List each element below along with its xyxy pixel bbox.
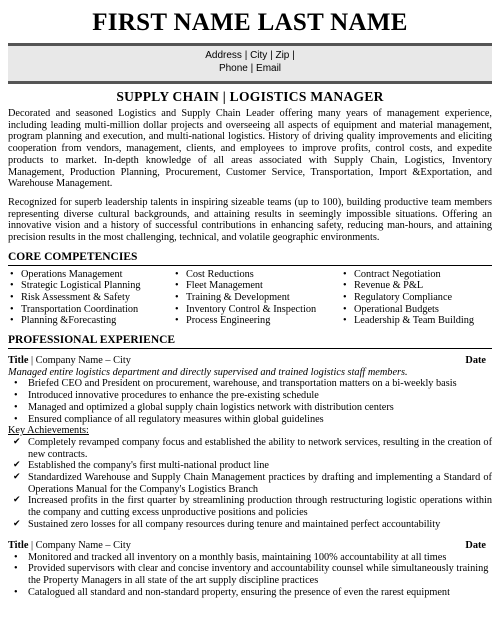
section-title-experience: PROFESSIONAL EXPERIENCE <box>8 334 492 349</box>
achievement-text: Standardized Warehouse and Supply Chain Management practices by drafting and implementing a Standard of Operations Manual for the Company's Logistics Branch <box>28 472 492 495</box>
resume-headline: SUPPLY CHAIN | LOGISTICS MANAGER <box>116 89 384 104</box>
achievement-item <box>8 437 492 460</box>
achievement-text: Established the company's first multi-national product line <box>28 460 269 472</box>
competency-column <box>173 269 341 327</box>
competency-item: • Planning &Forecasting <box>8 315 173 327</box>
job-header <box>8 540 492 552</box>
job-entry <box>8 540 492 599</box>
competency-item: • Operations Management <box>8 269 173 281</box>
section-title-competencies: CORE COMPETENCIES <box>8 251 492 266</box>
competency-column <box>8 269 173 327</box>
competency-item: • Operational Budgets <box>341 304 491 316</box>
job-title-line <box>8 355 131 367</box>
job-date: Date <box>465 354 486 366</box>
duty-item: • Introduced innovative procedures to enhance the pre-existing schedule <box>8 390 492 402</box>
competency-item: • Fleet Management <box>173 280 341 292</box>
competency-item: • Contract Negotiation <box>341 269 491 281</box>
job-date: Date <box>465 539 486 551</box>
contact-line: Phone | Email <box>218 63 282 74</box>
contact-box <box>8 43 492 84</box>
job-entry <box>8 355 492 531</box>
achievement-item <box>8 472 492 495</box>
summary-paragraph: Recognized for superb leadership talents in inspiring sizeable teams (up to 100), building productive team members representing diverse cultural backgrounds, and attaining results in seemingly impossible situations. Offering an innovative vision and a history of successful contributions in enhancing safety, reducing man-hours, and attaining precision results in the most challenging, technical, and volatile geographic environments. <box>8 196 492 244</box>
competencies-grid <box>8 269 492 327</box>
duty-item: • Briefed CEO and President on procurement, warehouse, and transportation matters on a bi-weekly basis <box>8 378 492 390</box>
competency-item: • Revenue & P&L <box>341 280 491 292</box>
competency-item: • Training & Development <box>173 292 341 304</box>
competency-item: • Leadership & Team Building <box>341 315 491 327</box>
address-line: Address | City | Zip | <box>205 50 295 61</box>
competency-item: • Cost Reductions <box>173 269 341 281</box>
achievement-item <box>8 519 492 531</box>
duty-item: • Provided supervisors with clear and concise inventory and accountability counsel while simultaneously training the Property Managers in all state of the art supply discipline practices <box>8 563 492 586</box>
job-duties <box>8 552 492 599</box>
key-achievements-label: Key Achievements: <box>8 425 89 437</box>
competency-item: • Risk Assessment & Safety <box>8 292 173 304</box>
summary-paragraph: Decorated and seasoned Logistics and Supply Chain Leader offering many years of management experience, including leading multi-million dollar projects and overseeing all aspects of equipment and material management, program planning and execution, and multi-national logistics. History of driving quality improvements and eliciting cooperation from vendors, management, clients, and employees to improve profits, control costs, and expedite products to market. In-depth knowledge of all areas associated with Supply Chain, Logistics, Inventory Management, Production Planning, Procurement, Customer Service, Transportation, Import &Exportation, and Warehouse Management. <box>8 108 492 190</box>
achievement-item <box>8 460 492 472</box>
check-icon: ✔ <box>13 472 21 483</box>
duty-item: • Managed and optimized a global supply chain logistics network with distribution centers <box>8 402 492 414</box>
job-title: Title <box>8 354 29 366</box>
job-summary: Managed entire logistics department and directly supervised and trained logistics staff members. <box>8 366 408 378</box>
achievements-list <box>8 437 492 531</box>
achievement-item <box>8 495 492 518</box>
job-company: | Company Name – City <box>28 354 131 366</box>
check-icon: ✔ <box>13 518 21 529</box>
competency-item: • Inventory Control & Inspection <box>173 304 341 316</box>
competency-item: • Process Engineering <box>173 315 341 327</box>
duty-item: • Monitored and tracked all inventory on a monthly basis, maintaining 100% accountability at all times <box>8 552 492 564</box>
check-icon: ✔ <box>13 460 21 471</box>
duty-item: • Ensured compliance of all regulatory measures within global guidelines <box>8 414 492 426</box>
competency-column <box>341 269 491 327</box>
achievement-text: Increased profits in the first quarter by streamlining production through restructuring logistic operations within the company and cutting excess unproductive positions and policies <box>28 495 492 519</box>
competency-item: • Strategic Logistical Planning <box>8 280 173 292</box>
job-title-line <box>8 540 131 552</box>
job-header <box>8 355 492 367</box>
job-title: Title <box>8 539 29 551</box>
job-duties <box>8 378 492 425</box>
achievement-text: Completely revamped company focus and established the ability to network services, resulting in the creation of new contracts. <box>28 436 492 460</box>
duty-item: • Catalogued all standard and non-standard property, ensuring the presence of even the rarest equipment <box>8 587 492 599</box>
competency-item: • Transportation Coordination <box>8 304 173 316</box>
achievement-text: Sustained zero losses for all company resources during tenure and maintained perfect accountability <box>28 518 441 530</box>
candidate-name: FIRST NAME LAST NAME <box>92 9 408 36</box>
job-company: | Company Name – City <box>28 539 131 551</box>
check-icon: ✔ <box>13 495 21 506</box>
competency-item: • Regulatory Compliance <box>341 292 491 304</box>
check-icon: ✔ <box>13 436 21 447</box>
